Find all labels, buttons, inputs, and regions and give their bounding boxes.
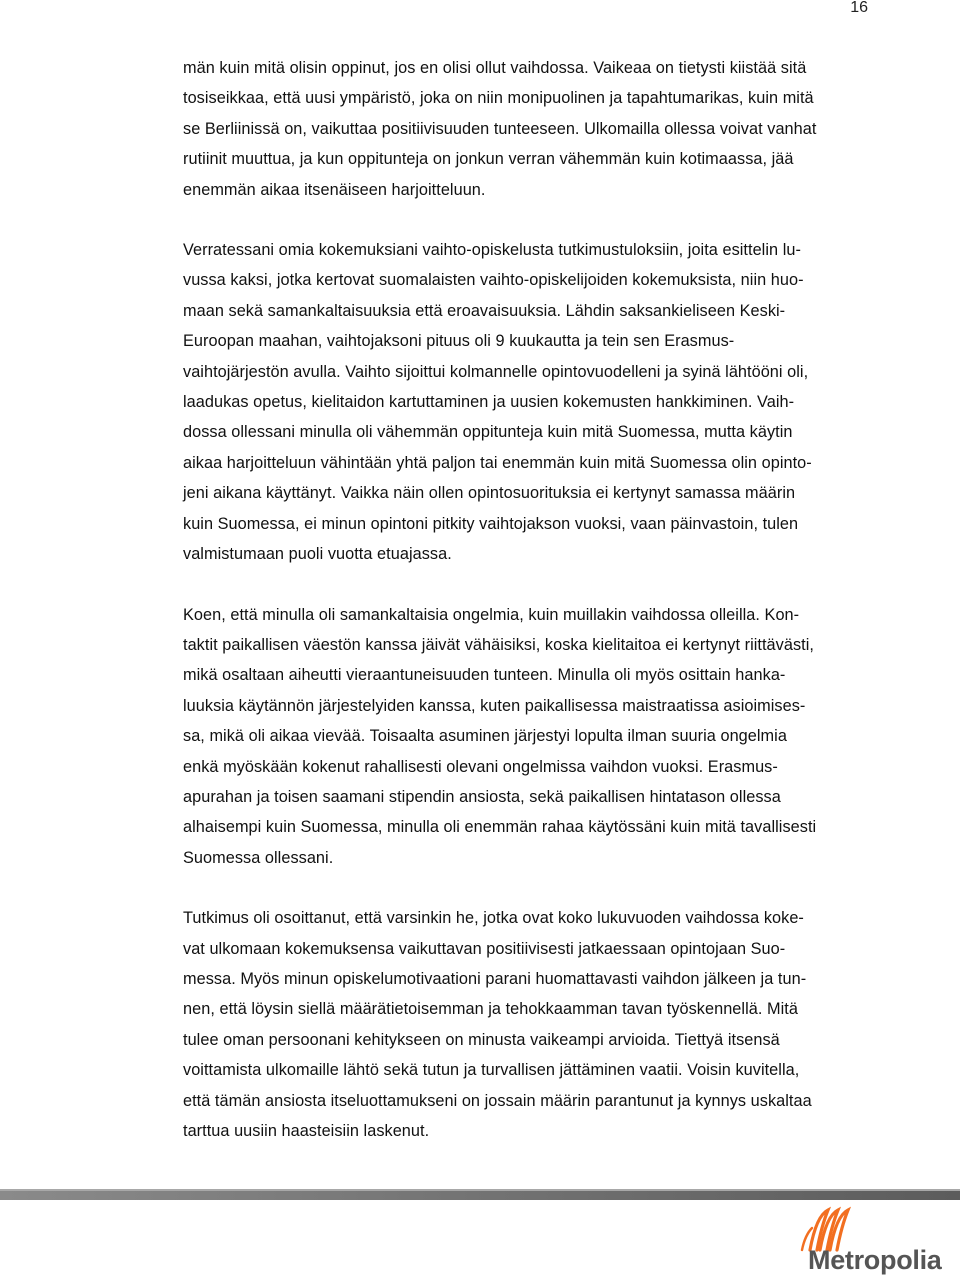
text-line: maan sekä samankaltaisuuksia että eroavaisuuksia. Lähdin saksankieliseen Keski-: [183, 301, 786, 320]
paragraph-2: [183, 235, 867, 569]
text-line: aikaa harjoitteluun vähintään yhtä paljon tai enemmän kuin mitä Suomessa olin opinto-: [183, 453, 812, 472]
text-line: enkä myöskään kokenut rahallisesti olevani ongelmissa vaihdon vuoksi. Erasmus-: [183, 757, 778, 776]
text-line: valmistumaan puoli vuotta etuajassa.: [183, 545, 452, 564]
text-line: Euroopan maahan, vaihtojaksoni pituus oli 9 kuukautta ja tein sen Erasmus-: [183, 332, 735, 351]
text-line: että tämän ansiosta itseluottamukseni on jossain määrin parantunut ja kynnys uskaltaa: [183, 1091, 812, 1110]
text-line: vaihtojärjestön avulla. Vaihto sijoittui kolmannelle opintovuodelleni ja syinä lähtööni oli,: [183, 362, 809, 381]
paragraph-gap: [183, 570, 867, 600]
footer-bar-highlight: [0, 1189, 960, 1191]
text-line: laadukas opetus, kielitaidon kartuttaminen ja uusien kokemusten hankkiminen. Vaih-: [183, 393, 795, 412]
text-line: män kuin mitä olisin oppinut, jos en olisi ollut vaihdossa. Vaikeaa on tietysti kiistää sitä: [183, 59, 807, 77]
text-line: apurahan ja toisen saamani stipendin ansiosta, sekä paikallisen hintatason ollessa: [183, 787, 781, 806]
text-line: sa, mikä oli aikaa vievää. Toisaalta asuminen järjestyi lopulta ilman suuria ongelmia: [183, 727, 787, 746]
text-line: enemmän aikaa itsenäiseen harjoitteluun.: [183, 180, 486, 199]
text-line: voittamista ulkomaille lähtö sekä tutun ja turvallisen jättäminen vaatii. Voisin kuvitella,: [183, 1061, 800, 1080]
logo-mark-icon: [802, 1210, 848, 1250]
text-line: nen, että löysin siellä määrätietoisemman ja tehokkaamman tavan työskennellä. Mitä: [183, 1000, 798, 1019]
text-line: kuin Suomessa, ei minun opintoni pitkity vaihtojakson vuoksi, vaan päinvastoin, tulen: [183, 514, 799, 533]
text-line: Verratessani omia kokemuksiani vaihto-opiskelusta tutkimustuloksiin, joita esittelin lu-: [183, 241, 801, 260]
text-line: mikä osaltaan aiheutti vieraantuneisuuden tunteen. Minulla oli myös osittain hanka-: [183, 666, 786, 685]
page-number: 16: [850, 0, 868, 16]
text-line: tosiseikkaa, että uusi ympäristö, joka on niin monipuolinen ja tapahtumarikas, kuin mitä: [183, 89, 814, 108]
logo-wordmark: Metropolia: [808, 1245, 942, 1275]
text-line: Suomessa ollessani.: [183, 848, 334, 867]
text-line: rutiinit muuttua, ja kun oppitunteja on jonkun verran vähemmän kuin kotimaassa, jää: [183, 150, 794, 169]
text-line: vat ulkomaan kokemuksensa vaikuttavan positiivisesti jatkaessaan opintojaan Suo-: [183, 939, 786, 958]
text-line: dossa ollessani minulla oli vähemmän oppitunteja kuin mitä Suomessa, mutta käytin: [183, 423, 793, 442]
text-line: tulee oman persoonani kehitykseen on minusta vaikeampi arvioida. Tiettyä itsensä: [183, 1030, 780, 1049]
text-line: vussa kaksi, jotka kertovat suomalaisten vaihto-opiskelijoiden kokemuksista, niin huo-: [183, 271, 804, 290]
text-line: jeni aikana käyttänyt. Vaikka näin ollen opintosuorituksia ei kertynyt samassa määrin: [183, 484, 796, 503]
body-text: [183, 53, 867, 1146]
text-line: taktit paikallisen väestön kanssa jäivät vähäisiksi, koska kielitaitoa ei kertynyt riittävästi,: [183, 635, 814, 654]
paragraph-gap: [183, 205, 867, 235]
text-line: luuksia käytännön järjestelyiden kanssa, kuten paikallisessa maistraatissa asioimises-: [183, 696, 806, 715]
text-line: alhaisempi kuin Suomessa, minulla oli enemmän rahaa käytössäni kuin mitä tavallisesti: [183, 818, 817, 837]
footer-bar: [0, 1189, 960, 1200]
text-line: Tutkimus oli osoittanut, että varsinkin he, jotka ovat koko lukuvuoden vaihdossa koke-: [183, 909, 804, 928]
paragraph-4: [183, 903, 867, 1146]
paragraph-1: [183, 53, 867, 205]
text-line: tarttua uusiin haasteisiin laskenut.: [183, 1122, 430, 1140]
text-line: Koen, että minulla oli samankaltaisia ongelmia, kuin muillakin vaihdossa olleilla. Kon-: [183, 605, 800, 624]
paragraph-gap: [183, 873, 867, 903]
text-line: se Berliinissä on, vaikuttaa positiivisuuden tunteeseen. Ulkomailla ollessa voivat vanhat: [183, 119, 817, 138]
text-line: messa. Myös minun opiskelumotivaationi parani huomattavasti vaihdon jälkeen ja tun-: [183, 969, 807, 988]
paragraph-3: [183, 600, 867, 874]
